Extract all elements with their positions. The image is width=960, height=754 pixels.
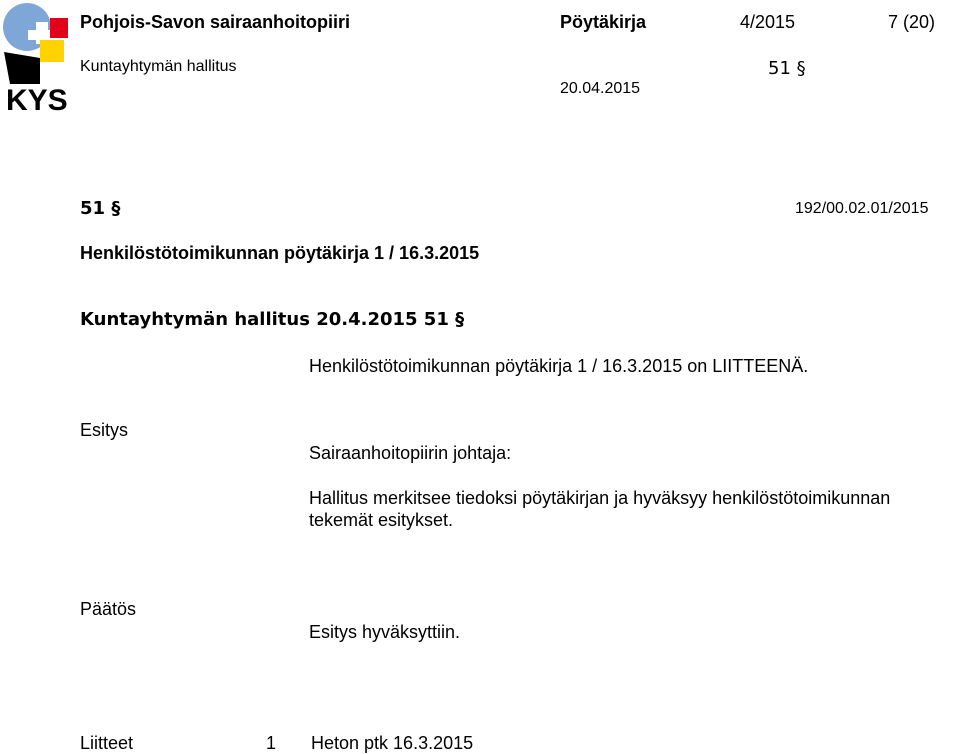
proposal-label: Esitys [80, 420, 129, 440]
attachment-note: Henkilöstötoimikunnan pöytäkirja 1 / 16.3.2015 on LIITTEENÄ. [309, 356, 809, 376]
proposal-text-line2: tekemät esitykset. [309, 510, 454, 530]
attachments-label: Liitteet [80, 733, 134, 753]
item-reference: Kuntayhtymän hallitus 20.4.2015 51 § [80, 309, 465, 330]
item-title: Henkilöstötoimikunnan pöytäkirja 1 / 16.3.2015 [80, 243, 480, 263]
governing-body: Kuntayhtymän hallitus [80, 58, 237, 75]
proposal-presenter: Sairaanhoitopiirin johtaja: [309, 443, 512, 463]
logo-yellow-block [40, 40, 64, 62]
meeting-date: 20.04.2015 [560, 80, 641, 97]
kys-logo-mark [0, 0, 70, 115]
record-number: 192/00.02.01/2015 [795, 200, 929, 217]
item-number: 51 § [80, 198, 121, 219]
decision-label: Päätös [80, 599, 137, 619]
attachment-number: 1 [266, 733, 277, 753]
document-number: 4/2015 [740, 12, 796, 32]
attachment-link[interactable]: Heton ptk 16.3.2015 [311, 733, 474, 753]
logo-red-block [50, 18, 68, 38]
header-section: 51 § [768, 58, 806, 79]
proposal-text-line1: Hallitus merkitsee tiedoksi pöytäkirjan ja hyväksyy henkilöstötoimikunnan [309, 488, 891, 508]
page-number: 7 (20) [888, 12, 936, 32]
kys-logo [0, 0, 70, 115]
organization-name: Pohjois-Savon sairaanhoitopiiri [80, 12, 351, 32]
decision-text: Esitys hyväksyttiin. [309, 622, 461, 642]
document-type: Pöytäkirja [560, 12, 647, 32]
logo-black-shape [4, 52, 40, 84]
logo-text: KYS [6, 84, 68, 115]
